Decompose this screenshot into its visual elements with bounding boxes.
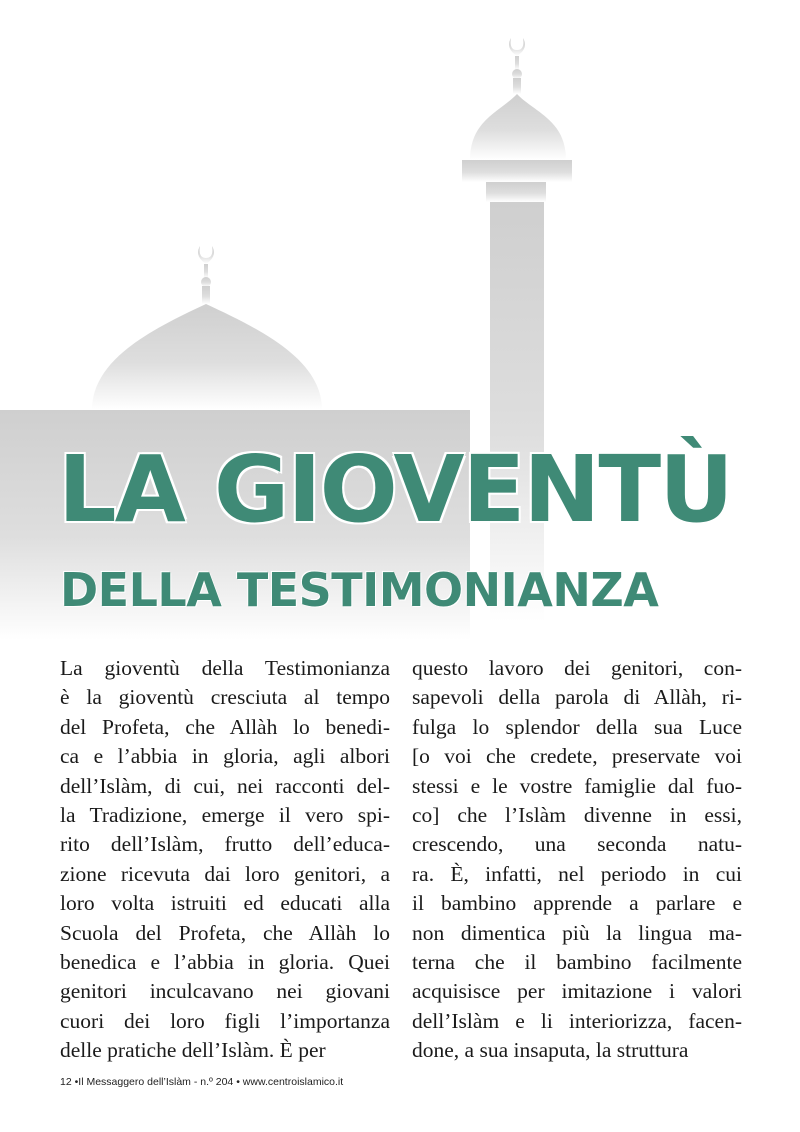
text-line: stessi e le vostre famiglie dal fuo- — [412, 773, 742, 798]
website-link[interactable]: www.centroislamico.it — [242, 1076, 344, 1088]
text-line: Scuola del Profeta, che Allàh lo — [60, 920, 390, 945]
text-line: terna che il bambino facilmente — [412, 950, 742, 975]
text-line: non dimentica più la lingua ma- — [412, 920, 742, 945]
text-line: del Profeta, che Allàh lo benedi- — [60, 714, 390, 739]
text-line: ca e l’abbia in gloria, agli albori — [60, 744, 390, 769]
body-column-right — [412, 654, 742, 1066]
article-title: LA GIOVENTÙ — [58, 436, 732, 543]
text-line: crescendo, una seconda natu- — [412, 832, 742, 857]
text-line: La gioventù della Testimonianza — [60, 656, 390, 680]
article-subtitle: DELLA TESTIMONIANZA — [60, 563, 659, 617]
text-line: acquisisce per imitazione i valori — [412, 979, 742, 1004]
text-line: genitori inculcavano nei giovani — [60, 979, 390, 1004]
text-line: cuori dei loro figli l’importanza — [60, 1008, 390, 1033]
text-line: benedica e l’abbia in gloria. Quei — [60, 950, 390, 975]
text-line: ra. È, infatti, nel periodo in cui — [412, 861, 742, 886]
body-column-left — [60, 654, 390, 1066]
text-line: done, a sua insaputa, la struttura — [412, 1038, 689, 1063]
page-number: 12 — [60, 1076, 72, 1088]
publication-name: •Il Messaggero dell’Islàm - n.º 204 • — [74, 1076, 240, 1088]
text-line: delle pratiche dell’Islàm. È per — [60, 1038, 326, 1063]
text-line: co] che l’Islàm divenne in essi, — [412, 803, 742, 828]
text-line: dell’Islàm e li interiorizza, facen- — [412, 1008, 742, 1033]
text-line: fulga lo splendor della sua Luce — [412, 714, 742, 739]
text-line: questo lavoro dei genitori, con- — [412, 656, 742, 680]
text-line: la Tradizione, emerge il vero spi- — [60, 803, 390, 828]
text-line: rito dell’Islàm, frutto dell’educa- — [60, 832, 390, 857]
text-line: dell’Islàm, di cui, nei racconti del- — [60, 773, 390, 798]
text-line: [o voi che credete, preservate voi — [412, 744, 742, 769]
text-line: è la gioventù cresciuta al tempo — [60, 685, 390, 710]
text-line: il bambino apprende a parlare e — [412, 891, 742, 916]
text-line: sapevoli della parola di Allàh, ri- — [412, 685, 742, 710]
text-line: zione ricevuta dai loro genitori, a — [60, 861, 390, 886]
text-line: loro volta istruiti ed educati alla — [60, 891, 390, 916]
page-footer — [60, 1076, 343, 1088]
